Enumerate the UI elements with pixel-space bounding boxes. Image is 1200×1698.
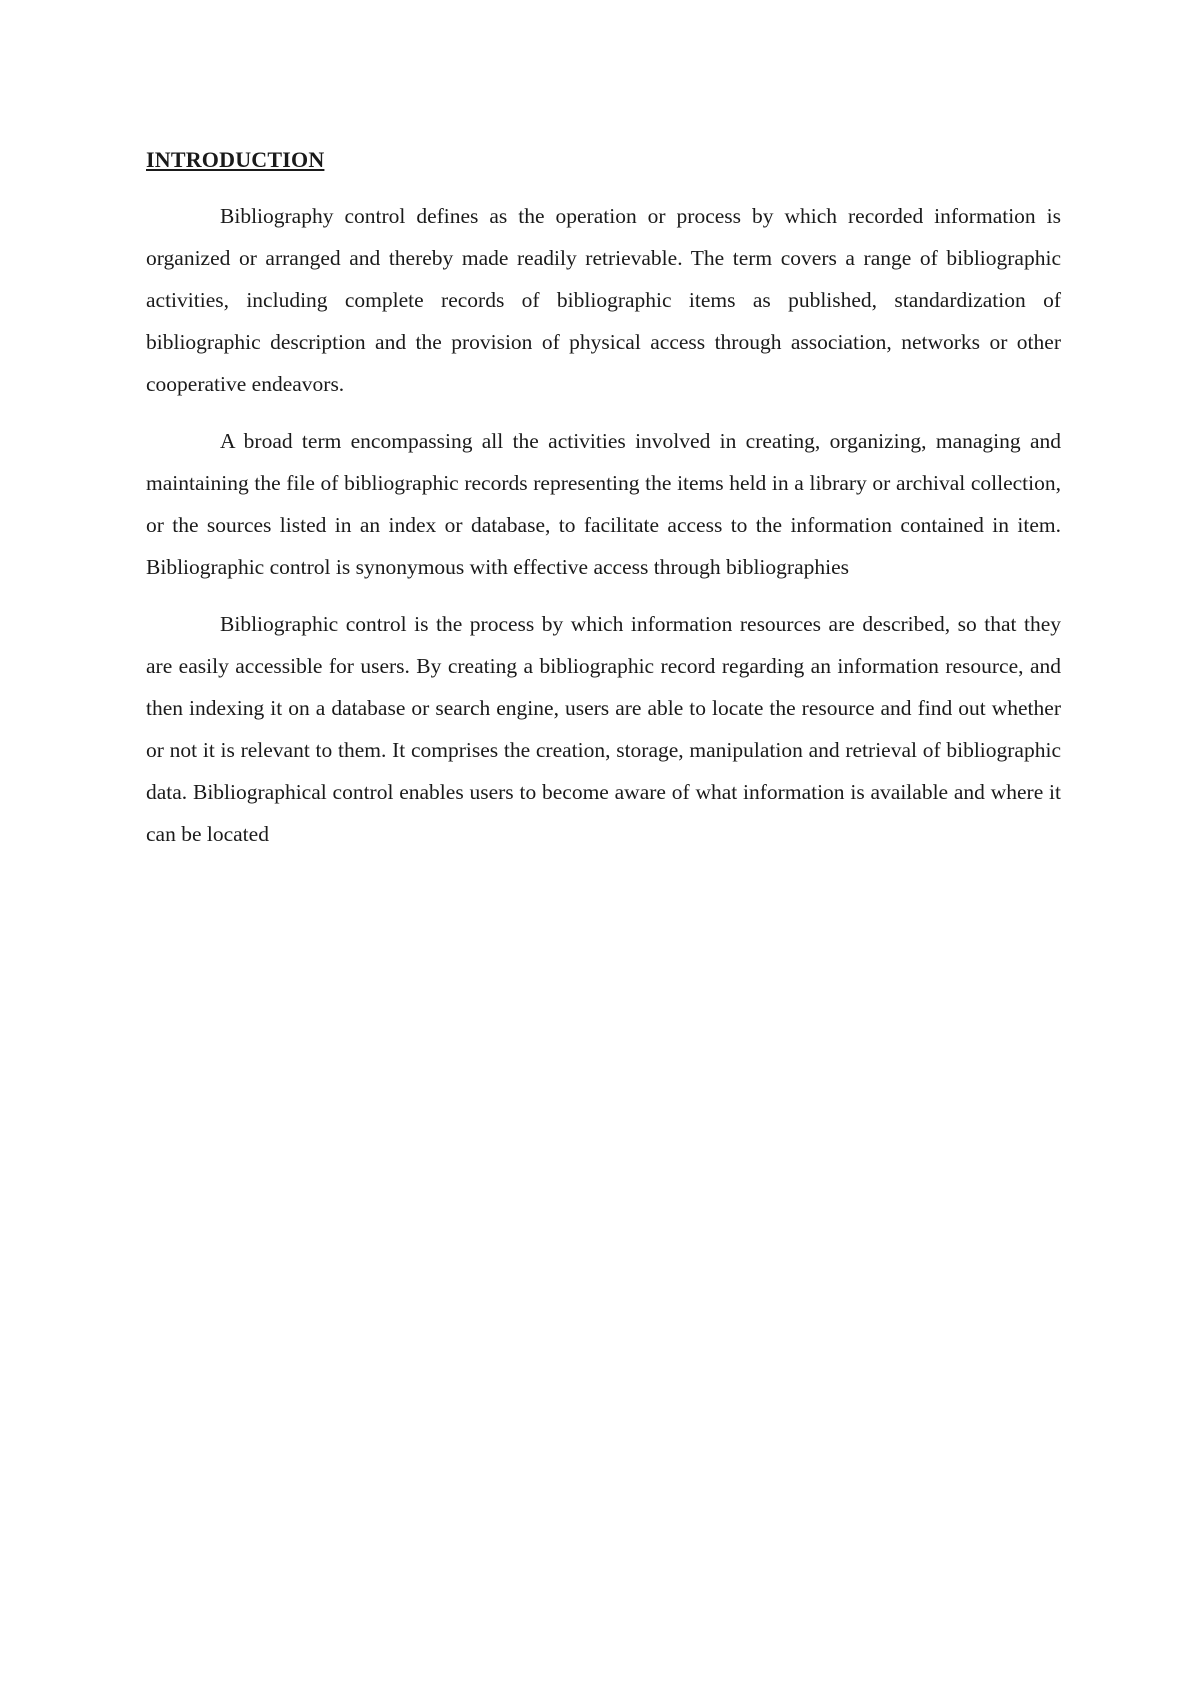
paragraph-3: Bibliographic control is the process by which information resources are described, so that they are easily accessible for users. By creating a bibliographic record regarding an information resource, and then indexing it on a database or search engine, users are able to locate the resource and find out whether or not it is relevant to them. It comprises the creation, storage, manipulation and retrieval of bibliographic data. Bibliographical control enables users to become aware of what information is available and where it can be located (146, 612, 1061, 846)
paragraph-2: A broad term encompassing all the activities involved in creating, organizing, managing and maintaining the file of bibliographic records representing the items held in a library or archival collection, or the sources listed in an index or database, to facilitate access to the information contained in item. Bibliographic control is synonymous with effective access through bibliographies (146, 429, 1061, 579)
paragraph-1: Bibliography control defines as the operation or process by which recorded information is organized or arranged and thereby made readily retrievable. The term covers a range of bibliographic activities, including complete records of bibliographic items as published, standardization of bibliographic description and the provision of physical access through association, networks or other cooperative endeavors. (146, 204, 1061, 396)
document-body (146, 143, 1061, 870)
section-heading: INTRODUCTION (146, 147, 325, 172)
